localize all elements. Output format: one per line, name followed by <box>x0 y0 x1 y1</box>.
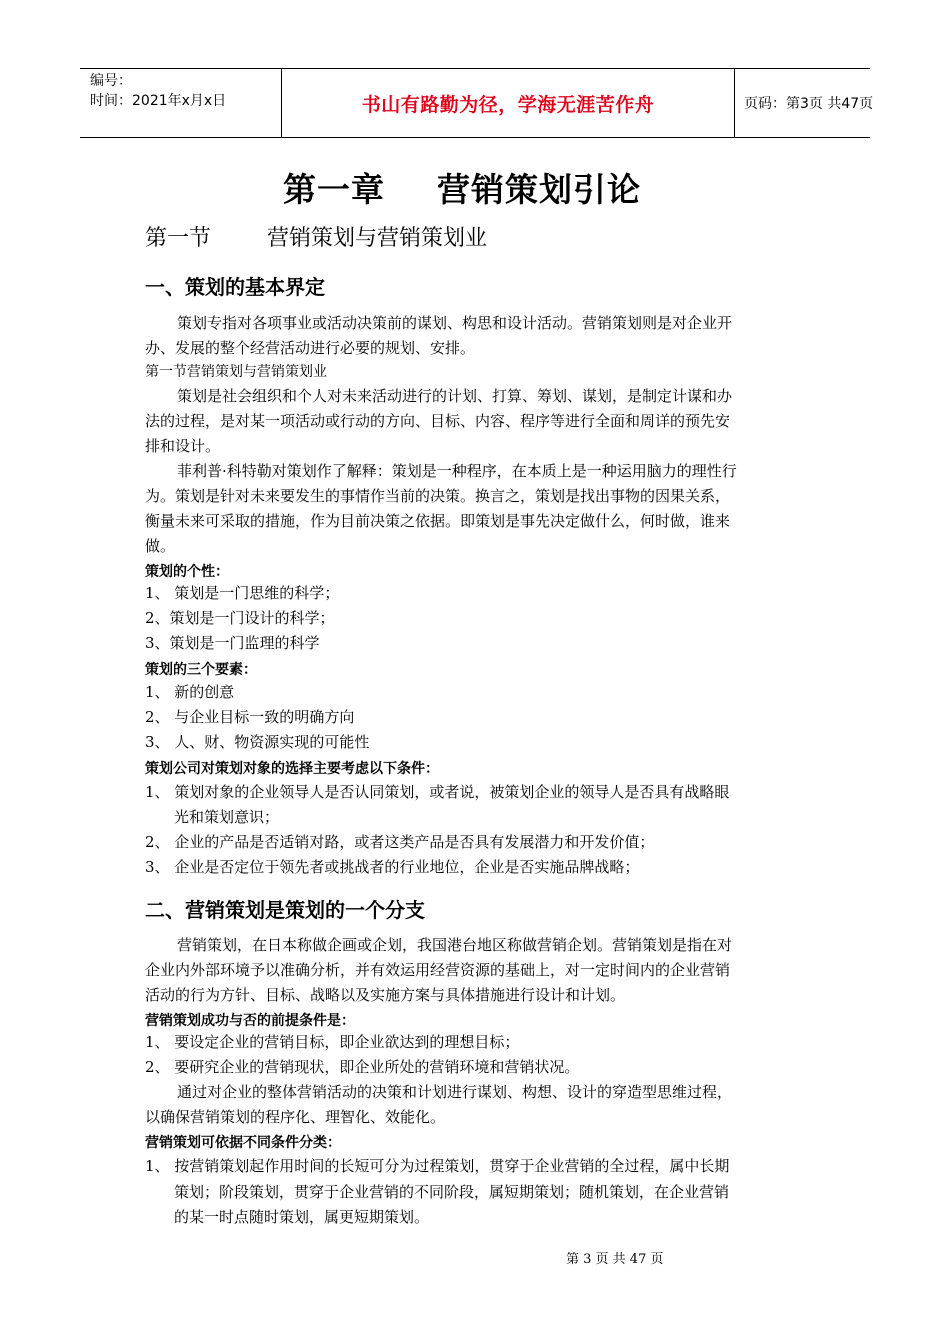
section-number: 第一节 <box>145 226 212 251</box>
para3-line1: 菲利普·科特勒对策划作了解释：策划是一种程序，在本质上是一种运用脑力的理性行 <box>177 462 737 480</box>
classify-item-1b: 策划；阶段策划，贯穿于企业营销的不同阶段，属短期策划；随机策划，在企业营销 <box>174 1183 730 1201</box>
section-name: 营销策划与营销策划业 <box>267 226 488 251</box>
para5-line2: 以确保营销策划的程序化、理智化、效能化。 <box>145 1108 446 1126</box>
para2-line1: 策划是社会组织和个人对未来活动进行的计划、打算、筹划、谋划，是制定计谋和办 <box>177 387 733 405</box>
elements-item-3: 3、 人、财、物资源实现的可能性 <box>145 733 370 751</box>
heading-basic-definition: 一、策划的基本界定 <box>145 275 325 299</box>
classify-item-1a: 1、 按营销策划起作用时间的长短可分为过程策划，贯穿于企业营销的全过程，属中长期 <box>145 1157 730 1175</box>
header-page-cell <box>735 69 874 137</box>
nature-item-1: 1、 策划是一门思维的科学； <box>145 584 340 602</box>
conditions-item-3: 3、 企业是否定位于领先者或挑战者的行业地位，企业是否实施品牌战略； <box>145 858 640 876</box>
page-header <box>80 68 874 138</box>
page-footer: 第 3 页 共 47 页 <box>566 1252 664 1267</box>
premise-label: 营销策划成功与否的前提条件是： <box>145 1013 355 1029</box>
para3-line3: 衡量未来可采取的措施，作为目前决策之依据。即策划是事先决定做什么，何时做，谁来 <box>145 512 731 530</box>
para3-line4: 做。 <box>145 537 176 555</box>
para4-line2: 企业内外部环境予以准确分析，并有效运用经营资源的基础上，对一定时间内的企业营销 <box>145 961 731 979</box>
chapter-title <box>283 164 641 211</box>
heading-marketing-branch: 二、营销策划是策划的一个分支 <box>145 898 425 922</box>
para5-line1: 通过对企业的整体营销活动的决策和计划进行谋划、构想、设计的穿造型思维过程， <box>177 1083 733 1101</box>
conditions-item-1b: 光和策划意识； <box>174 808 280 826</box>
header-page-info: 页码：第3页 共47页 <box>744 96 874 112</box>
chapter-name: 营销策划引论 <box>437 170 641 209</box>
nature-label: 策划的个性： <box>145 564 229 580</box>
elements-item-2: 2、 与企业目标一致的明确方向 <box>145 708 355 726</box>
chapter-number: 第一章 <box>283 170 385 209</box>
para4-line3: 活动的行为方针、目标、战略以及实施方案与具体措施进行设计和计划。 <box>145 986 626 1004</box>
section-title <box>145 221 487 252</box>
header-motto: 书山有路勤为径，学海无涯苦作舟 <box>361 93 655 116</box>
time-label: 时间：2021年x月x日 <box>90 93 227 109</box>
elements-item-1: 1、 新的创意 <box>145 683 235 701</box>
conditions-label: 策划公司对策划对象的选择主要考虑以下条件： <box>145 761 439 777</box>
header-meta <box>80 69 281 137</box>
elements-label: 策划的三个要素： <box>145 662 257 678</box>
premise-item-1: 1、 要设定企业的营销目标，即企业欲达到的理想目标； <box>145 1033 520 1051</box>
classify-item-1c: 的某一时点随时策划，属更短期策划。 <box>174 1208 430 1226</box>
para4-line1: 营销策划，在日本称做企画或企划，我国港台地区称做营销企划。营销策划是指在对 <box>177 936 733 954</box>
classify-label: 营销策划可依据不同条件分类： <box>145 1135 341 1151</box>
premise-item-2: 2、 要研究企业的营销现状，即企业所处的营销环境和营销状况。 <box>145 1058 580 1076</box>
number-label: 编号： <box>90 73 132 89</box>
header-motto-cell <box>281 69 735 137</box>
nature-item-3: 3、策划是一门监理的科学 <box>145 634 320 652</box>
para2-line3: 排和设计。 <box>145 437 221 455</box>
para1-line1: 策划专指对各项事业或活动决策前的谋划、构思和设计活动。营销策划则是对企业开 <box>177 314 733 332</box>
conditions-item-2: 2、 企业的产品是否适销对路，或者这类产品是否具有发展潜力和开发价值； <box>145 833 655 851</box>
conditions-item-1a: 1、 策划对象的企业领导人是否认同策划，或者说，被策划企业的领导人是否具有战略眼 <box>145 783 730 801</box>
para2-line2: 法的过程，是对某一项活动或行动的方向、目标、内容、程序等进行全面和周详的预先安 <box>145 412 731 430</box>
subsection-note: 第一节营销策划与营销策划业 <box>145 364 327 380</box>
nature-item-2: 2、策划是一门设计的科学； <box>145 609 335 627</box>
para1-line2: 办、发展的整个经营活动进行必要的规划、安排。 <box>145 339 476 357</box>
para3-line2: 为。策划是针对未来要发生的事情作当前的决策。换言之，策划是找出事物的因果关系， <box>145 487 731 505</box>
